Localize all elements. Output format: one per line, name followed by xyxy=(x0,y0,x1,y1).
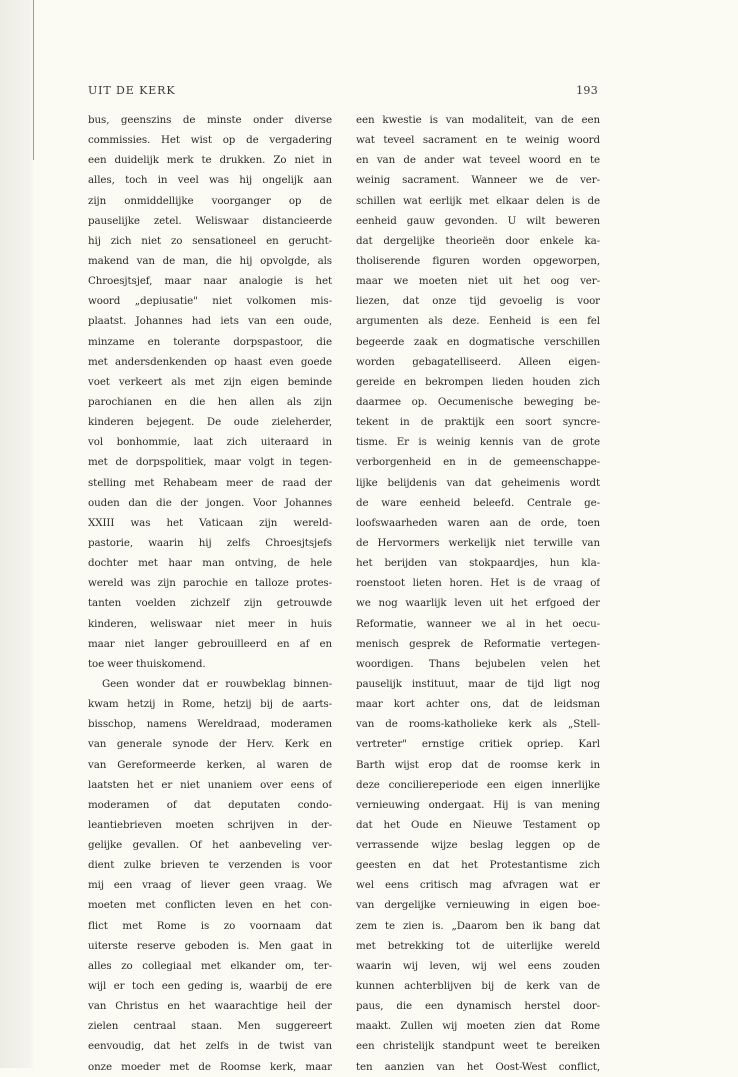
text-line: een kwestie is van modaliteit, van de een xyxy=(356,114,600,126)
text-line: schillen wat eerlijk met elkaar delen is de xyxy=(356,194,600,207)
text-line: minzame en tolerante dorpspastoor, die xyxy=(88,335,332,348)
text-line: uiterste reserve geboden is. Men gaat in xyxy=(88,939,332,952)
text-line: flict met Rome is zo voornaam dat xyxy=(88,919,332,932)
scan-margin xyxy=(0,0,34,1068)
text-line: wel eens critisch mag afvragen wat er xyxy=(356,879,600,892)
text-line: plaatst. Johannes had iets van een oude, xyxy=(88,315,332,328)
text-line: ouden dan die der jongen. Voor Johannes xyxy=(88,496,332,509)
text-line: een duidelijk merk te drukken. Zo niet in xyxy=(88,154,332,167)
running-title: UIT DE KERK xyxy=(88,84,176,97)
text-line: XXIII was het Vaticaan zijn wereld- xyxy=(88,516,332,529)
text-line: vertreter" ernstige critiek opriep. Karl xyxy=(356,738,600,751)
text-line: onze moeder met de Roomse kerk, maar xyxy=(88,1060,332,1073)
text-line: begeerde zaak en dogmatische verschillen xyxy=(356,335,600,348)
text-line: eenheid gauw gevonden. U wilt beweren xyxy=(356,214,600,227)
text-line: alles zo collegiaal met elkander om, ter- xyxy=(88,959,332,972)
text-line: commissies. Het wist op de vergadering xyxy=(88,134,332,147)
text-line: gereide en bekrompen lieden houden zich xyxy=(356,375,600,388)
text-line: argumenten als deze. Eenheid is een fel xyxy=(356,315,600,328)
text-line: pauselijke zetel. Weliswaar distancieerde xyxy=(88,214,332,227)
text-line: maar we moeten niet uit het oog ver- xyxy=(356,275,600,288)
text-line: maar kort achter ons, dat de leidsman xyxy=(356,698,600,711)
text-line: pauselijk instituut, maar de tijd ligt nog xyxy=(356,677,600,690)
text-line: een christelijk standpunt weet te bereiken xyxy=(356,1040,600,1053)
text-line: van dergelijke vernieuwing in eigen boe- xyxy=(356,899,600,912)
text-line: Geen wonder dat er rouwbeklag binnen- xyxy=(102,677,332,690)
text-line: gelijke gevallen. Of het aanbeveling ver- xyxy=(88,839,332,852)
text-line: zielen centraal staan. Men suggereert xyxy=(88,1020,332,1033)
text-line: daarmee op. Oecumenische beweging be- xyxy=(356,395,600,408)
text-line: van Christus en het waarachtige heil der xyxy=(88,1000,332,1013)
text-line: stelling met Rehabeam meer de raad der xyxy=(88,476,332,489)
text-line: Barth wijst erop dat de roomse kerk in xyxy=(356,758,600,771)
text-line: mij een vraag of liever geen vraag. We xyxy=(88,879,332,892)
text-line: hij zich niet zo sensationeel en gerucht- xyxy=(88,234,332,247)
right-text-column xyxy=(356,110,600,1077)
text-line: met betrekking tot de uiterlijke wereld xyxy=(356,939,600,952)
text-line: woord „depiusatie" niet volkomen mis- xyxy=(88,295,332,308)
text-line: maar niet langer gebrouilleerd en af en xyxy=(88,637,332,650)
text-line: tisme. Er is weinig kennis van de grote xyxy=(356,436,600,449)
text-line: de ware eenheid beleefd. Centrale ge- xyxy=(356,496,600,509)
text-line: eenvoudig, dat het zelfs in de twist van xyxy=(88,1040,332,1053)
text-line: weinig sacrament. Wanneer we de ver- xyxy=(356,174,600,187)
text-line: tekent in de praktijk een soort syncre- xyxy=(356,416,600,429)
text-line: met de dorpspolitiek, maar volgt in tegen- xyxy=(88,456,332,469)
text-line: Reformatie, wanneer we al in het oecu- xyxy=(356,617,600,630)
text-line: en van de ander wat teveel woord en te xyxy=(356,154,600,167)
text-line: woordigen. Thans bejubelen velen het xyxy=(356,657,600,670)
text-line: wereld was zijn parochie en talloze protes- xyxy=(88,577,332,590)
text-line: menisch gesprek de Reformatie vertegen- xyxy=(356,637,600,650)
text-line: waarin wij leven, wij wel eens zouden xyxy=(356,959,600,972)
text-line: kunnen achterblijven bij de kerk van de xyxy=(356,980,600,993)
text-line: maakt. Zullen wij moeten zien dat Rome xyxy=(356,1020,600,1033)
text-line: vernieuwing ondergaat. Hij is van mening xyxy=(356,798,600,811)
text-line: paus, die een dynamisch herstel door- xyxy=(356,1000,600,1013)
text-line: liezen, dat onze tijd gevoelig is voor xyxy=(356,295,600,308)
text-line: het berijden van stokpaardjes, hun kla- xyxy=(356,557,600,570)
text-line: bus, geenszins de minste onder diverse xyxy=(88,114,332,126)
text-line: lijke belijdenis van dat geheimenis wordt xyxy=(356,476,600,489)
text-line: wat teveel sacrament en te weinig woord xyxy=(356,134,600,147)
text-line: zijn onmiddellijke voorganger op de xyxy=(88,194,332,207)
text-line: dat het Oude en Nieuwe Testament op xyxy=(356,818,600,831)
text-line: dochter met haar man ontving, de hele xyxy=(88,557,332,570)
text-line: parochianen en die hen allen als zijn xyxy=(88,395,332,408)
text-line: voet verkeert als met zijn eigen beminde xyxy=(88,375,332,388)
page-header xyxy=(88,84,598,98)
text-line: vol bonhommie, laat zich uiteraard in xyxy=(88,436,332,449)
text-line: leantiebrieven moeten schrijven in der- xyxy=(88,818,332,831)
text-line: moeten met conflicten leven en het con- xyxy=(88,899,332,912)
text-line: Chroesjtsjef, maar naar analogie is het xyxy=(88,275,332,288)
text-line: zem te zien is. „Daarom ben ik bang dat xyxy=(356,919,600,932)
page-number: 193 xyxy=(576,84,598,97)
text-line: moderamen of dat deputaten condo- xyxy=(88,798,332,811)
text-line: van Gereformeerde kerken, al waren de xyxy=(88,758,332,771)
text-line: van de rooms-katholieke kerk als „Stell- xyxy=(356,718,600,731)
text-line: toe weer thuiskomend. xyxy=(88,657,206,670)
left-text-column xyxy=(88,110,332,1077)
text-line: kinderen bejegent. De oude zieleherder, xyxy=(88,416,332,429)
text-line: pastorie, waarin hij zelfs Chroesjtsjefs xyxy=(88,536,332,549)
text-line: laatsten het er niet unaniem over eens of xyxy=(88,778,332,791)
text-line: kinderen, weliswaar niet meer in huis xyxy=(88,617,332,630)
text-line: verborgenheid en in de gemeenschappe- xyxy=(356,456,600,469)
text-line: met andersdenkenden op haast even goede xyxy=(88,355,332,368)
text-line: tanten voelden zichzelf zijn getrouwde xyxy=(88,597,332,610)
text-line: van generale synode der Herv. Kerk en xyxy=(88,738,332,751)
text-line: tholiserende figuren worden opgeworpen, xyxy=(356,254,600,267)
text-line: dient zulke brieven te verzenden is voor xyxy=(88,859,332,872)
text-line: geesten en dat het Protestantisme zich xyxy=(356,859,600,872)
text-line: de Hervormers werkelijk niet terwille van xyxy=(356,536,600,549)
text-line: we nog waarlijk leven uit het erfgoed der xyxy=(356,597,600,610)
text-line: dat dergelijke theorieën door enkele ka- xyxy=(356,234,600,247)
text-line: wijl er toch een geding is, waarbij de ere xyxy=(88,980,332,993)
text-line: deze conciliereperiode een eigen innerlijke xyxy=(356,778,600,791)
text-line: kwam hetzij in Rome, hetzij bij de aarts- xyxy=(88,698,332,711)
scan-edge-line xyxy=(33,0,34,160)
text-line: verrassende wijze beslag leggen op de xyxy=(356,839,600,852)
text-line: ten aanzien van het Oost-West conflict, xyxy=(356,1060,600,1073)
text-line: bisschop, namens Wereldraad, moderamen xyxy=(88,718,332,731)
text-line: alles, toch in veel was hij ongelijk aan xyxy=(88,174,332,187)
text-line: worden gebagatelliseerd. Alleen eigen- xyxy=(356,355,600,368)
text-line: loofswaarheden waren aan de orde, toen xyxy=(356,516,600,529)
text-line: makend van de man, die hij opvolgde, als xyxy=(88,254,332,267)
text-line: roenstoot lieten horen. Het is de vraag of xyxy=(356,577,600,590)
